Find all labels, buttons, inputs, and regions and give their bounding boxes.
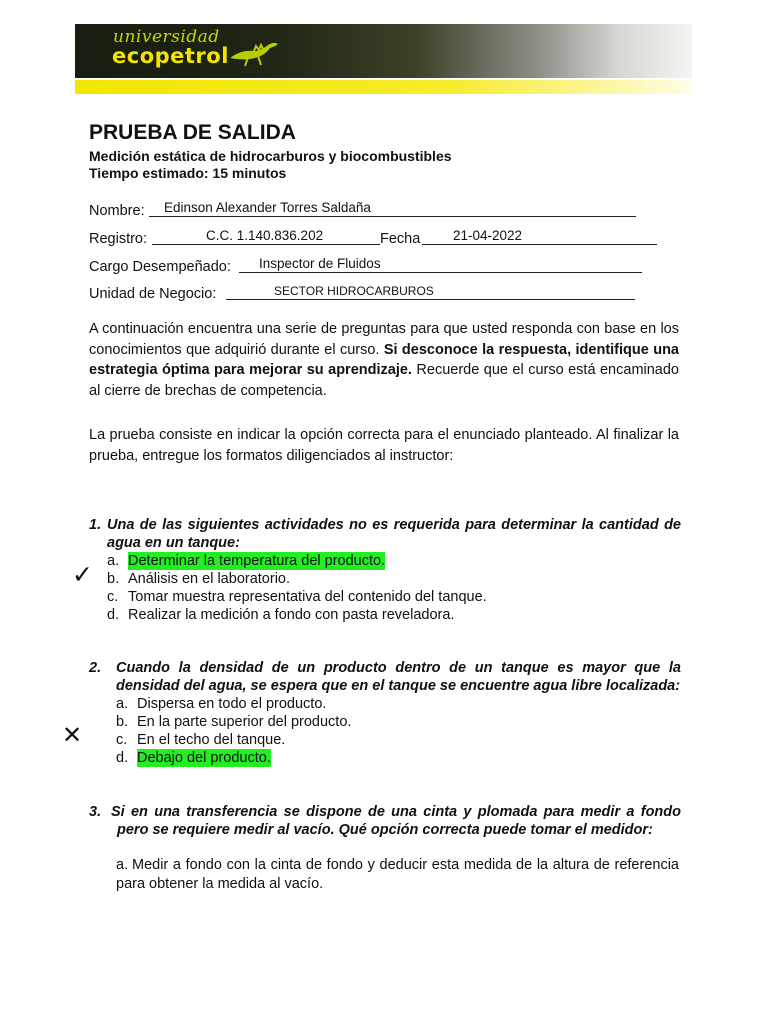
intro-bold-text: Si desconoce la respuesta, identifique una estrategia óptima para mejorar su aprendizaje. <box>89 341 679 378</box>
option-1d[interactable] <box>107 606 681 624</box>
question-1-number: 1. <box>89 517 102 533</box>
cargo-underline <box>239 272 642 273</box>
question-1-options <box>107 552 681 624</box>
iguana-icon <box>228 36 280 70</box>
header-yellow-stripe <box>75 80 692 94</box>
option-1a[interactable] <box>107 552 681 570</box>
option-2d[interactable] <box>116 749 681 767</box>
option-text: En la parte superior del producto. <box>137 714 352 730</box>
option-2b[interactable] <box>116 713 681 731</box>
question-3-number: 3. <box>89 804 102 820</box>
subtitle-time: Tiempo estimado: 15 minutos <box>89 165 287 181</box>
field-unidad <box>89 282 649 302</box>
subtitle <box>89 148 452 182</box>
unidad-label: Unidad de Negocio: <box>89 286 217 302</box>
question-2 <box>89 659 681 767</box>
cross-mark-icon: ✕ <box>62 722 83 749</box>
registro-underline <box>152 244 380 245</box>
registro-label: Registro: <box>89 231 148 247</box>
nombre-underline <box>149 216 636 217</box>
page-title: PRUEBA DE SALIDA <box>89 121 296 144</box>
question-3-text: Si en una transferencia se dispone de una cinta y plomada para medir a fondo pero se requiere medir al vacío. Qué opción correcta puede tomar el medidor: <box>111 804 681 838</box>
option-letter: d. <box>107 607 120 623</box>
question-1-text: Una de las siguientes actividades no es requerida para determinar la cantidad de agua en un tanque: <box>107 517 681 551</box>
option-text: Análisis en el laboratorio. <box>128 571 291 587</box>
question-3-stem <box>89 803 681 839</box>
option-letter: a. <box>116 696 129 712</box>
field-cargo <box>89 255 649 275</box>
field-nombre <box>89 199 649 219</box>
nombre-value: Edinson Alexander Torres Saldaña <box>164 200 371 215</box>
question-1-stem <box>89 516 681 552</box>
option-3a[interactable] <box>116 856 679 894</box>
option-text: Dispersa en todo el producto. <box>137 696 327 712</box>
field-registro <box>89 227 659 247</box>
cargo-label: Cargo Desempeñado: <box>89 259 231 275</box>
question-2-text: Cuando la densidad de un producto dentro de un tanque es mayor que la densidad del agua, se espera que en el tanque se encuentre agua libre localizada: <box>116 660 681 694</box>
question-3 <box>89 803 681 839</box>
unidad-underline <box>226 299 635 300</box>
instructions-paragraph: La prueba consiste en indicar la opción correcta para el enunciado planteado. Al finalizar la prueba, entregue los formatos diligenciados al instructor: <box>89 427 679 464</box>
option-2c[interactable] <box>116 731 681 749</box>
option-letter: a. <box>107 553 120 569</box>
option-text-highlighted: Debajo del producto. <box>137 750 271 766</box>
logo-ecopetrol-text: ecopetrol <box>112 44 229 68</box>
question-2-stem <box>89 659 681 695</box>
checkmark-icon: ✓ <box>72 561 93 589</box>
fecha-label: Fecha <box>380 231 421 247</box>
option-letter: c. <box>107 589 119 605</box>
option-1b[interactable] <box>107 570 681 588</box>
option-letter: a. <box>116 857 129 873</box>
intro-text: A continuación encuentra una serie de preguntas para que usted responda con base en los conocimientos que adquirió durante el curso. <box>89 321 679 358</box>
option-text: Realizar la medición a fondo con pasta reveladora. <box>128 607 455 623</box>
logo-universidad-text: universidad <box>113 27 220 47</box>
cargo-value: Inspector de Fluidos <box>259 256 381 271</box>
option-1c[interactable] <box>107 588 681 606</box>
option-text: Tomar muestra representativa del contenido del tanque. <box>128 589 487 605</box>
option-letter: b. <box>107 571 120 587</box>
question-2-options <box>116 695 681 767</box>
intro-paragraph <box>89 319 679 401</box>
intro-text-end: Recuerde que el curso está encaminado al cierre de brechas de competencia. <box>89 362 679 399</box>
option-2a[interactable] <box>116 695 681 713</box>
subtitle-course: Medición estática de hidrocarburos y biocombustibles <box>89 148 452 164</box>
option-text: Medir a fondo con la cinta de fondo y deducir esta medida de la altura de referencia para obtener la medida al vacío. <box>116 857 679 892</box>
fecha-underline <box>422 244 657 245</box>
registro-value: C.C. 1.140.836.202 <box>206 228 324 243</box>
fecha-value: 21-04-2022 <box>453 228 523 243</box>
question-2-number: 2. <box>89 660 102 676</box>
option-letter: b. <box>116 714 129 730</box>
question-1 <box>89 516 681 624</box>
unidad-value: SECTOR HIDROCARBUROS <box>274 284 434 298</box>
nombre-label: Nombre: <box>89 203 145 219</box>
option-text: En el techo del tanque. <box>137 732 286 748</box>
option-text-highlighted: Determinar la temperatura del producto. <box>128 553 386 569</box>
option-letter: d. <box>116 750 129 766</box>
option-letter: c. <box>116 732 128 748</box>
